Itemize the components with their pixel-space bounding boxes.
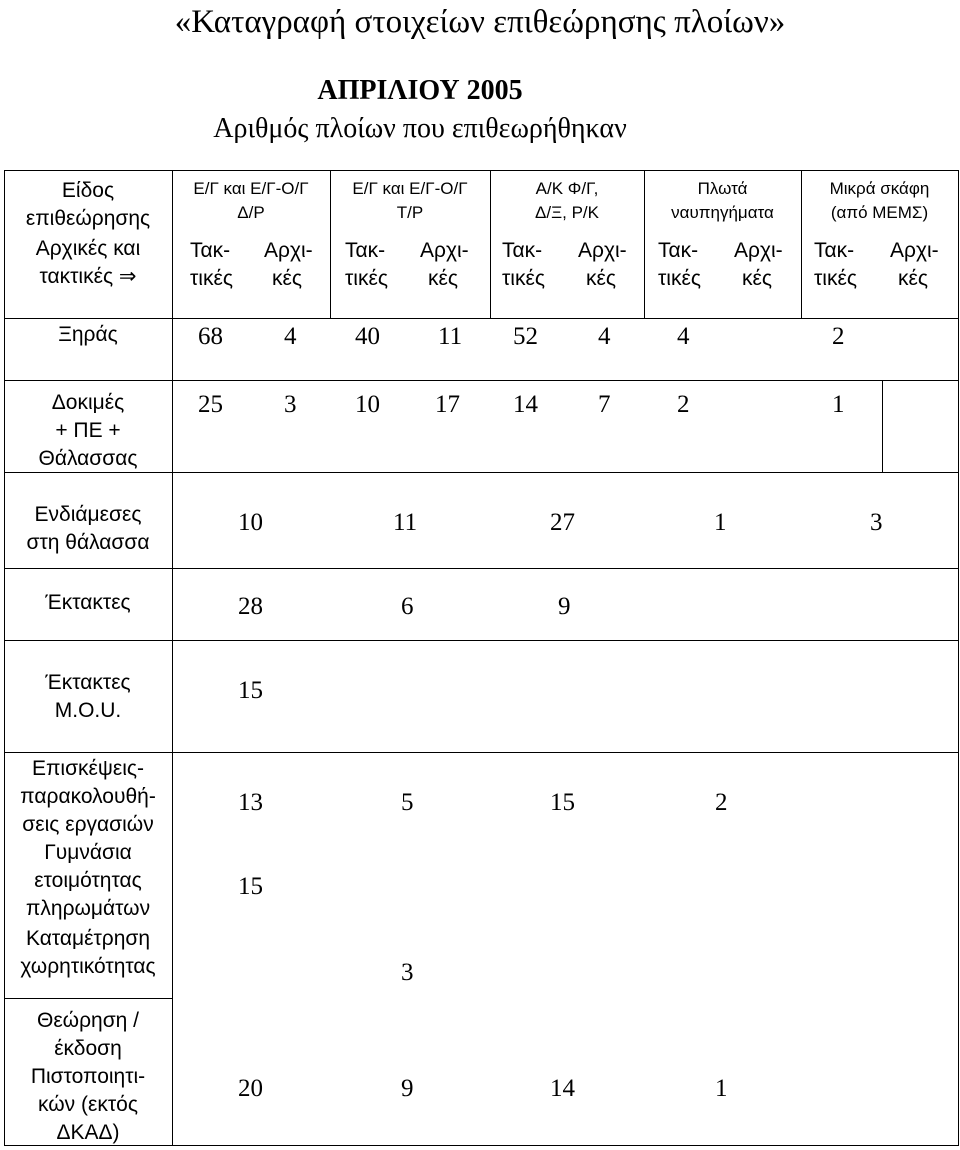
cell-value: 15 — [550, 789, 575, 816]
row-label-dokimes-line2: + ΠΕ + — [55, 419, 121, 442]
table-border-left — [4, 170, 5, 1146]
cell-value: 14 — [550, 1075, 575, 1102]
cell-value: 68 — [198, 323, 223, 350]
subheader-taktikes: τικές — [658, 267, 701, 290]
table-row-divider — [4, 640, 958, 641]
subheader-arxikes: Αρχι- — [420, 239, 469, 262]
table-row-divider — [4, 752, 958, 753]
subheader-arxikes: Αρχι- — [890, 239, 939, 262]
document-title: «Καταγραφή στοιχείων επιθεώρησης πλοίων» — [174, 4, 786, 40]
group-header-1-line2: Δ/Ρ — [237, 203, 265, 222]
subheader-taktikes: Τακ- — [502, 239, 543, 262]
subheader-arxikes: κές — [586, 267, 616, 290]
cell-value: 10 — [238, 509, 263, 536]
cell-value: 10 — [355, 391, 380, 418]
cell-value: 4 — [284, 323, 297, 350]
row-label-theorisi-line2: έκδοση — [54, 1037, 122, 1060]
subheader-arxikes: Αρχι- — [734, 239, 783, 262]
cell-value: 5 — [401, 789, 414, 816]
row-label-katametrisi-line2: χωρητικότητας — [20, 955, 156, 978]
table-row-divider — [4, 998, 172, 999]
cell-value: 14 — [513, 391, 538, 418]
row-label-dokimes-line1: Δοκιμές — [51, 391, 125, 414]
group-header-3-line2: Δ/Ξ, Ρ/Κ — [535, 203, 599, 222]
subheader-arxikes: κές — [272, 267, 302, 290]
cell-value: 20 — [238, 1075, 263, 1102]
row-label-endiameses-line2: στη θάλασσα — [26, 531, 150, 554]
row-label-theorisi-line5: ΔΚΑΔ) — [56, 1121, 120, 1144]
cell-value: 7 — [598, 391, 611, 418]
group-header-2-line1: Ε/Γ και Ε/Γ-Ο/Γ — [352, 179, 468, 198]
subheader-arxikes: κές — [742, 267, 772, 290]
cell-value: 4 — [677, 323, 690, 350]
group-header-2-line2: Τ/Ρ — [396, 203, 424, 222]
subheader-taktikes: τικές — [814, 267, 857, 290]
report-month-text: ΑΠΡΙΛΙΟΥ 2005 — [317, 75, 523, 106]
row-label-katametrisi-line1: Καταμέτρηση — [25, 927, 151, 950]
subheader-taktikes: τικές — [502, 267, 545, 290]
subheader-arxikes: Αρχι- — [264, 239, 313, 262]
cell-value: 1 — [714, 509, 727, 536]
cell-value: 25 — [198, 391, 223, 418]
group-header-4-line1: Πλωτά — [697, 179, 748, 198]
row-label-episkepseis-line3: σεις εργασιών — [22, 813, 154, 836]
group-header-5-line2: (από ΜΕΜΣ) — [830, 203, 929, 222]
corner-line4: τακτικές ⇒ — [39, 265, 137, 288]
table-row-divider — [4, 472, 958, 473]
row-label-ektaktes-mou-line1: Έκτακτες — [45, 671, 131, 694]
subheader-taktikes: τικές — [190, 267, 233, 290]
subheader-arxikes: κές — [898, 267, 928, 290]
row-label-gymnasia-line3: πληρωμάτων — [25, 897, 151, 920]
row-label-episkepseis-line1: Επισκέψεις- — [31, 757, 145, 780]
cell-value: 3 — [401, 959, 414, 986]
row-label-ektaktes: Έκτακτες — [45, 591, 131, 614]
subheader-taktikes: Τακ- — [190, 239, 231, 262]
table-border-right — [958, 170, 959, 1146]
cell-value: 3 — [870, 509, 883, 536]
report-month — [0, 74, 960, 108]
cell-value: 4 — [598, 323, 611, 350]
group-header-5-line1: Μικρά σκάφη — [829, 179, 930, 198]
cell-value: 9 — [401, 1075, 414, 1102]
cell-value: 15 — [238, 873, 263, 900]
cell-value: 2 — [832, 323, 845, 350]
table-row-divider — [4, 318, 958, 319]
row-label-theorisi-line4: κών (εκτός — [38, 1093, 138, 1116]
table-row-divider — [4, 380, 958, 381]
subheader-arxikes: κές — [428, 267, 458, 290]
cell-value: 17 — [435, 391, 460, 418]
cell-value: 13 — [238, 789, 263, 816]
cell-value: 9 — [558, 593, 571, 620]
row-label-episkepseis-line2: παρακολουθή- — [20, 785, 156, 808]
report-subtitle — [0, 112, 960, 146]
subheader-taktikes: Τακ- — [814, 239, 855, 262]
cell-value: 1 — [715, 1075, 728, 1102]
table-border-top — [4, 170, 958, 171]
corner-line3: Αρχικές και — [35, 237, 141, 260]
cell-value: 15 — [238, 677, 263, 704]
table-col-divider — [882, 380, 883, 472]
cell-value: 2 — [715, 789, 728, 816]
subheader-arxikes: Αρχι- — [578, 239, 627, 262]
cell-value: 2 — [677, 391, 690, 418]
cell-value: 1 — [832, 391, 845, 418]
cell-value: 52 — [513, 323, 538, 350]
cell-value: 28 — [238, 593, 263, 620]
subheader-taktikes: τικές — [345, 267, 388, 290]
group-header-3-line1: Α/Κ Φ/Γ, — [535, 179, 599, 198]
cell-value: 3 — [284, 391, 297, 418]
row-label-endiameses-line1: Ενδιάμεσες — [34, 503, 142, 526]
row-label-theorisi-line3: Πιστοποιητι- — [30, 1065, 146, 1088]
report-subtitle-text: Αριθμός πλοίων που επιθεωρήθηκαν — [213, 113, 627, 144]
group-header-1-line1: Ε/Γ και Ε/Γ-Ο/Γ — [193, 179, 309, 198]
cell-value: 40 — [355, 323, 380, 350]
cell-value: 6 — [401, 593, 414, 620]
subheader-taktikes: Τακ- — [658, 239, 699, 262]
row-label-theorisi-line1: Θεώρηση / — [36, 1009, 140, 1032]
group-header-4-line2: ναυπηγήματα — [671, 203, 774, 222]
row-label-gymnasia-line1: Γυμνάσια — [44, 841, 132, 864]
corner-line1: Είδος — [61, 179, 115, 202]
cell-value: 11 — [393, 509, 418, 536]
cell-value: 27 — [550, 509, 575, 536]
row-label-dokimes-line3: Θάλασσας — [38, 447, 138, 470]
row-label-xiras: Ξηράς — [58, 323, 118, 346]
corner-line2: επιθεώρησης — [25, 207, 151, 230]
row-label-gymnasia-line2: ετοιμότητας — [34, 869, 142, 892]
table-label-divider — [172, 170, 173, 1146]
subheader-taktikes: Τακ- — [345, 239, 386, 262]
table-row-divider — [4, 568, 958, 569]
row-label-ektaktes-mou-line2: Μ.Ο.U. — [54, 699, 122, 722]
cell-value: 11 — [438, 323, 463, 350]
